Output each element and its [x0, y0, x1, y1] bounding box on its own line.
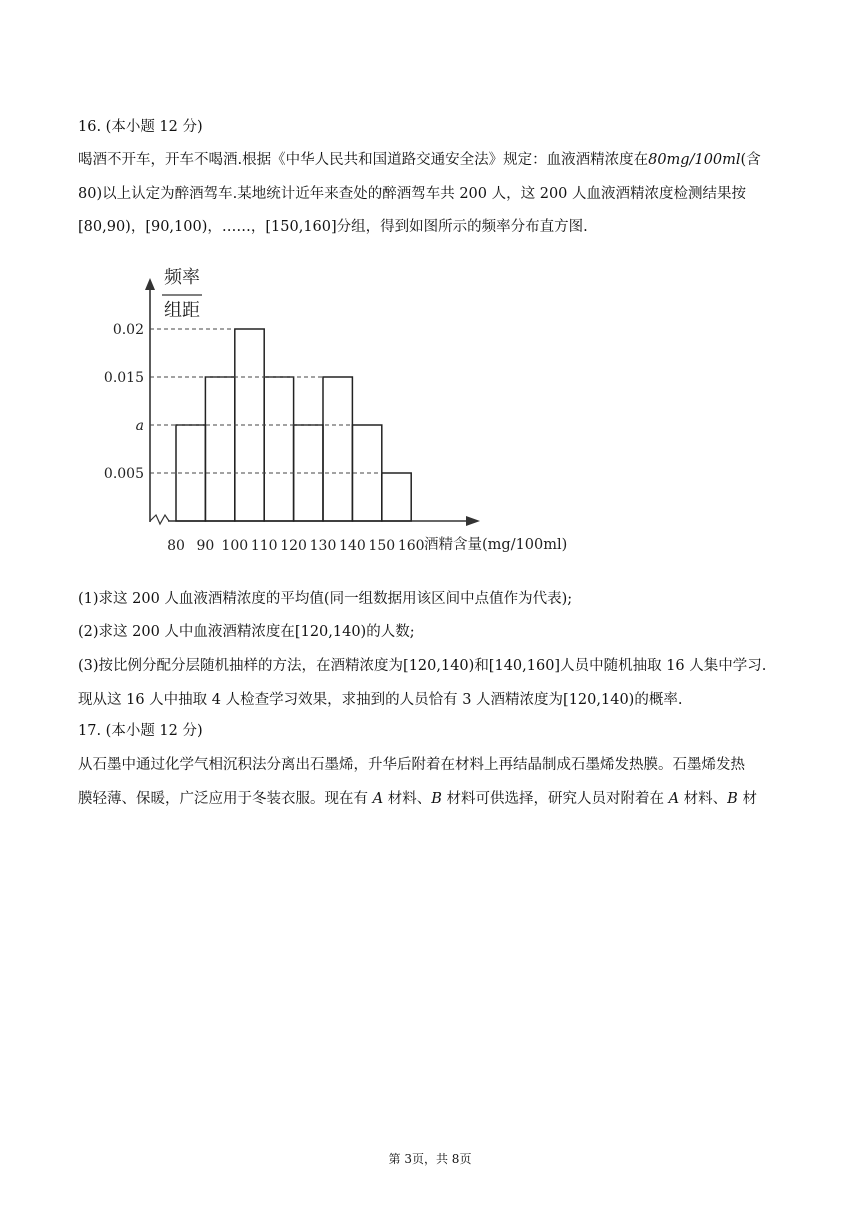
q17-var-b-2: B	[727, 791, 738, 807]
q16-paragraph-line-3: [80,90)，[90,100)，……，[150,160]分组，得到如图所示的频率分布直方图.	[78, 219, 588, 235]
frequency-histogram	[90, 258, 590, 558]
x-tick-label: 130	[309, 538, 337, 554]
q16-sub-question-3a: (3)按比例分配分层随机抽样的方法，在酒精浓度为[120,140)和[140,160]人员中随机抽取 16 人集中学习.	[78, 658, 767, 674]
x-tick-label: 90	[196, 538, 215, 554]
y-axis-label-numerator: 频率	[164, 267, 200, 288]
q16-text-b: (含	[740, 152, 761, 168]
x-tick-label: 160	[397, 538, 425, 554]
x-tick-label: 150	[368, 538, 396, 554]
y-tick-label: 0.02	[112, 322, 144, 338]
q17-text-e: 材	[742, 791, 757, 807]
histogram-bar	[205, 377, 234, 521]
page-footer: 第 3页，共 8页	[388, 1152, 472, 1166]
x-tick-label: 100	[221, 538, 249, 554]
y-axis-label-denominator: 组距	[164, 300, 200, 321]
q17-text-c: 材料可供选择，研究人员对附着在	[446, 791, 664, 807]
q16-text-a: 喝酒不开车，开车不喝酒.根据《中华人民共和国道路交通安全法》规定：血液酒精浓度在	[78, 152, 649, 168]
axis-break-mark	[150, 515, 169, 524]
q17-text-d: 材料、	[683, 791, 728, 807]
x-tick-label: 80	[167, 538, 185, 554]
q17-var-b: B	[431, 791, 442, 807]
q17-paragraph-line-1: 从石墨中通过化学气相沉积法分离出石墨烯，升华后附着在材料上再结晶制成石墨烯发热膜。石墨烯发热	[78, 757, 745, 773]
x-tick-label: 120	[280, 538, 307, 554]
q17-paragraph-line-2	[78, 787, 757, 808]
histogram-bar	[264, 377, 293, 521]
y-tick-label: 0.005	[103, 466, 144, 482]
x-tick-label: 140	[339, 538, 366, 554]
y-tick-label: 0.015	[103, 370, 144, 386]
histogram-bar	[382, 473, 411, 521]
x-axis-label: 酒精含量(mg/100ml)	[424, 537, 568, 553]
histogram-bar	[323, 377, 352, 521]
q17-text-b: 材料、	[387, 791, 432, 807]
y-axis-arrow	[145, 278, 155, 290]
q17-var-a-2: A	[668, 791, 680, 807]
q16-sub-question-2: (2)求这 200 人中血液酒精浓度在[120,140)的人数;	[78, 624, 415, 640]
q16-paragraph-line-2: 80)以上认定为醉酒驾车.某地统计近年来查处的醉酒驾车共 200 人，这 200 人血液酒精浓度检测结果按	[78, 186, 747, 202]
q16-paragraph-line-1	[78, 148, 761, 169]
y-tick-label: a	[135, 418, 144, 434]
x-axis-arrow	[466, 516, 480, 526]
x-tick-label: 110	[250, 538, 278, 554]
q16-header: 16. (本小题 12 分)	[78, 119, 203, 135]
q17-header: 17. (本小题 12 分)	[78, 723, 203, 739]
q17-var-a: A	[372, 791, 384, 807]
q17-text-a: 膜轻薄、保暖，广泛应用于冬装衣服。现在有	[78, 791, 368, 807]
q16-sub-question-1: (1)求这 200 人血液酒精浓度的平均值(同一组数据用该区间中点值作为代表);	[78, 591, 573, 607]
q16-sub-question-3b: 现从这 16 人中抽取 4 人检查学习效果，求抽到的人员恰有 3 人酒精浓度为[120,140)的概率.	[78, 692, 683, 708]
q16-math-unit: 80mg/100ml	[648, 152, 741, 168]
